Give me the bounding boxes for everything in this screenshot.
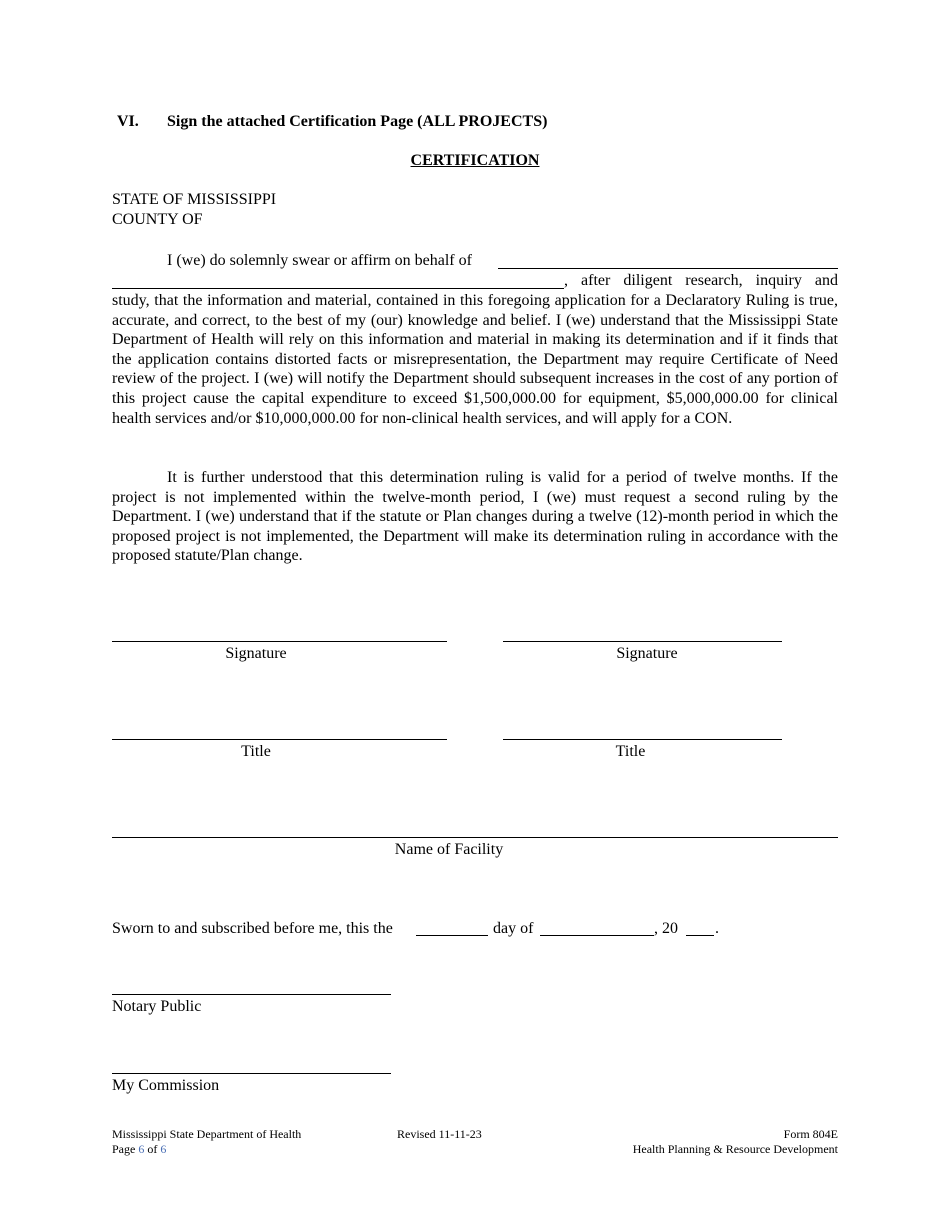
behalf-of-blank-line-2[interactable] (112, 288, 564, 289)
title-line-right[interactable] (503, 739, 782, 740)
footer-page-number (112, 1142, 166, 1157)
sworn-period: . (715, 920, 719, 937)
sworn-year-prefix: , 20 (654, 920, 678, 937)
signature-line-right[interactable] (503, 641, 782, 642)
county-label: COUNTY OF (112, 211, 203, 228)
footer-division: Health Planning & Resource Development (632, 1142, 838, 1156)
title-label-right: Title (615, 743, 646, 760)
notary-line[interactable] (112, 994, 391, 995)
my-commission-label: My Commission (112, 1077, 220, 1094)
behalf-of-blank-line-1[interactable] (498, 268, 838, 269)
sworn-prefix: Sworn to and subscribed before me, this the (112, 920, 393, 937)
title-line-left[interactable] (112, 739, 447, 740)
state-label: STATE OF MISSISSIPPI (112, 191, 277, 208)
sworn-day-blank[interactable] (416, 935, 488, 936)
sworn-year-blank[interactable] (686, 935, 714, 936)
oath-after-blank: , after diligent research, inquiry and (564, 272, 838, 289)
signature-label-right: Signature (616, 645, 678, 662)
certification-heading: CERTIFICATION (410, 152, 540, 169)
oath-body: study, that the information and material, contained in this foregoing application for a Declaratory Ruling is true, accurate, and correct, to the best of my (our) knowledge and belief. I (we) understand that the Mississippi State Department of Health will rely on this information and material in making its determination and if it finds that the application contains distorted facts or misrepresentation, the Department may require Certificate of Need review of the project. I (we) will notify the Department should subsequent increases in the cost of any portion of this project cause the capital expenditure to exceed $1,500,000.00 for equipment, $5,000,000.00 for clinical health services and/or $10,000,000.00 for non-clinical health services, and will apply for a CON. (112, 292, 838, 427)
signature-line-left[interactable] (112, 641, 447, 642)
page-prefix: Page (112, 1142, 136, 1156)
oath-intro: I (we) do solemnly swear or affirm on behalf of (167, 252, 472, 269)
facility-label: Name of Facility (394, 841, 504, 858)
sworn-day-of: day of (493, 920, 534, 937)
footer-department: Mississippi State Department of Health (112, 1127, 302, 1141)
page-current: 6 (138, 1142, 145, 1156)
commission-line[interactable] (112, 1073, 391, 1074)
facility-line[interactable] (112, 837, 838, 838)
validity-paragraph: It is further understood that this determination ruling is valid for a period of twelve months. If the project is not implemented within the twelve-month period, I (we) must request a second ruling by the Department. I (we) understand that if the statute or Plan changes during a twelve (12)-month period in which the proposed project is not implemented, the Department will make its determination ruling in accordance with the proposed statute/Plan change. (112, 469, 838, 565)
section-number: VI. (117, 113, 139, 130)
sworn-month-blank[interactable] (540, 935, 654, 936)
footer-revised: Revised 11-11-23 (397, 1127, 482, 1141)
page-total: 6 (160, 1142, 167, 1156)
notary-public-label: Notary Public (112, 998, 202, 1015)
footer-form: Form 804E (783, 1127, 838, 1141)
title-label-left: Title (241, 743, 271, 760)
section-title: Sign the attached Certification Page (ALL PROJECTS) (167, 113, 548, 130)
signature-label-left: Signature (225, 645, 287, 662)
page-of: of (147, 1142, 158, 1156)
